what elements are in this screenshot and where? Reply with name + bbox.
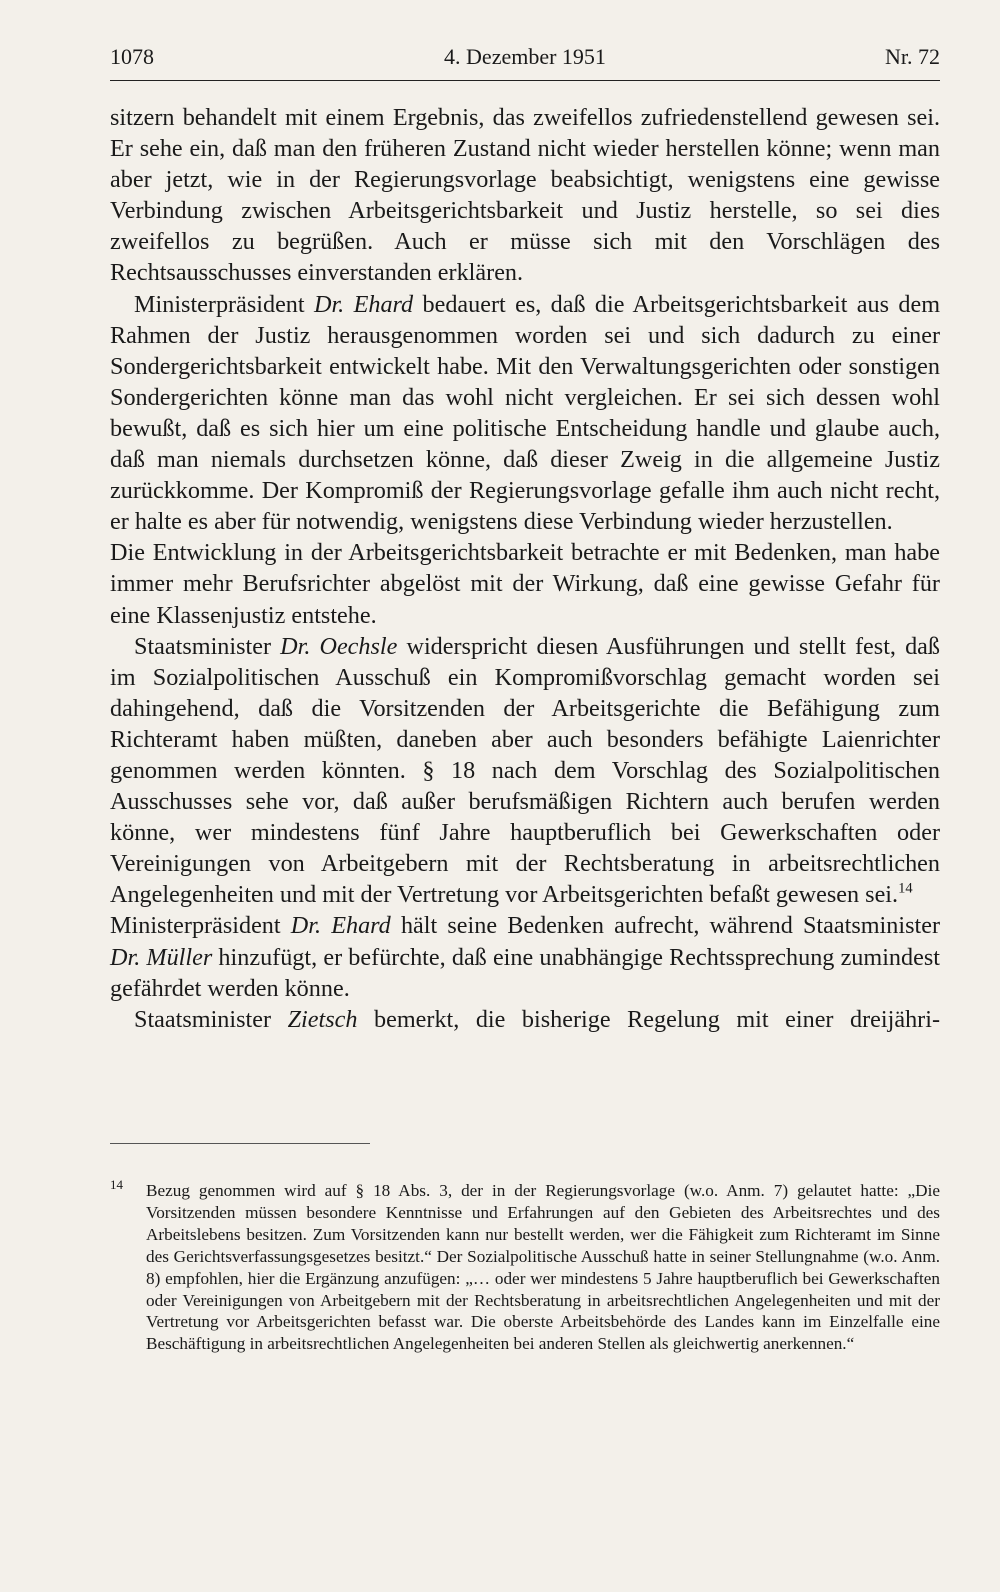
- speaker-name: Zietsch: [287, 1005, 358, 1033]
- paragraph: [110, 102, 940, 289]
- speaker-name: Dr. Oechsle: [280, 632, 398, 660]
- header-date: 4. Dezember 1951: [444, 44, 606, 69]
- paragraph-text: Staatsminister: [134, 632, 281, 660]
- paragraph-text: hält seine Bedenken aufrecht, während Staatsminister: [390, 912, 941, 940]
- speaker-name: Dr. Ehard: [290, 912, 391, 940]
- footnote-reference: 14: [898, 880, 913, 897]
- paragraph-text: widerspricht diesen Ausführungen und stellt fest, daß im Sozialpolitischen Ausschuß ein Kompromißvorschlag gemacht worden sei dahingehend, daß die Vorsitzenden der Arbeitsgerichte die Befähigung zum Richteramt haben müßten, daneben aber auch besonders befähigte Laienrichter genommen werden könnten. § 18 nach dem Vorschlag des Sozialpolitischen Ausschusses sehe vor, daß außer berufsmäßigen Richtern auch berufen werden könne, wer mindestens fünf Jahre hauptberuflich bei Gewerkschaften oder Vereinigungen von Arbeitgebern mit der Rechtsberatung in arbeitsrechtlichen Angelegenheiten und mit der Vertretung vor Arbeitsgerichten befaßt gewesen sei.: [110, 632, 940, 909]
- page-number: 1078: [110, 44, 154, 69]
- paragraph-text: hinzufügt, er befürchte, daß eine unabhängige Rechtssprechung zumindest gefährdet werden könne.: [110, 943, 940, 1002]
- footnote-marker: 14: [110, 1177, 123, 1192]
- paragraph-text: sitzern behandelt mit einem Ergebnis, das zweifellos zufriedenstellend gewesen sei. Er sehe ein, daß man den früheren Zustand nicht wieder herstellen könne; wenn man aber jetzt, wie in der Regierungsvorlage beabsichtigt, wenigstens eine gewisse Verbindung zwischen Arbeitsgerichtsbarkeit und Justiz herstelle, so sei dies zweifellos zu begrüßen. Auch er müsse sich mit den Vorschlägen des Rechtsausschusses einverstanden erklären.: [110, 104, 940, 287]
- running-header: [110, 44, 940, 74]
- paragraph-text: Ministerpräsident: [110, 912, 291, 940]
- paragraph: [110, 910, 940, 1003]
- paragraph-text: bedauert es, daß die Arbeitsgerichtsbarkeit aus dem Rahmen der Justiz herausgenommen worden sei und sich dadurch zu einer Sondergerichtsbarkeit entwickelt habe. Mit den Verwaltungsgerichten oder sonstigen Sondergerichten könne man das wohl nicht vergleichen. Er sei sich dessen wohl bewußt, daß es sich hier um eine politische Entscheidung handle und glaube auch, daß man niemals durchsetzen könne, daß dieser Zweig in die allgemeine Justiz zurückkomme. Der Kompromiß der Regierungsvorlage gefalle ihm auch nicht recht, er halte es aber für notwendig, wenigstens diese Verbindung wieder herzustellen.: [110, 290, 941, 536]
- footnote: [110, 1177, 940, 1355]
- paragraph: [110, 1004, 940, 1035]
- paragraph: [110, 537, 940, 630]
- footnote-text: Bezug genommen wird auf § 18 Abs. 3, der in der Regierungsvorlage (w.o. Anm. 7) gelautet hatte: „Die Vorsitzenden müssen besondere Kenntnisse und Erfahrungen auf den Gebieten des Arbeitsrechtes und des Arbeitslebens besitzen. Zum Vorsitzenden kann nur bestellt werden, wer die Fähigkeit zum Richteramt im Sinne des Gerichtsverfassungsgesetzes besitzt.“ Der Sozialpolitische Ausschuß hatte in seiner Stellungnahme (w.o. Anm. 8) empfohlen, hier die Ergänzung anzufügen: „… oder wer mindestens 5 Jahre hauptberuflich bei Gewerkschaften oder Vereinigungen von Arbeitgebern mit der Rechtsberatung in arbeitsrechtlichen Angelegenheiten und mit der Vertretung vor Arbeitsgerichten befasst war. Die oberste Arbeitsbehörde des Landes kann im Einzelfalle eine Beschäftigung in arbeitsrechtlichen Angelegenheiten bei anderen Stellen als gleichwertig anerkennen.“: [146, 1181, 940, 1354]
- paragraph: [110, 631, 940, 911]
- speaker-name: Dr. Müller: [110, 943, 213, 971]
- paragraph-text: bemerkt, die bisherige Regelung mit einer dreijähri-: [357, 1005, 941, 1033]
- paragraph-text: Ministerpräsident: [134, 290, 314, 318]
- speaker-name: Dr. Ehard: [313, 290, 414, 318]
- issue-number: Nr. 72: [885, 44, 940, 69]
- paragraph: [110, 289, 940, 538]
- header-rule: [110, 80, 940, 81]
- footnote-rule: [110, 1143, 370, 1144]
- body-text: [110, 102, 940, 1035]
- paragraph-text: Die Entwicklung in der Arbeitsgerichtsbarkeit betrachte er mit Bedenken, man habe immer mehr Berufsrichter abgelöst mit der Wirkung, daß eine gewisse Gefahr für eine Klassenjustiz entstehe.: [110, 539, 940, 629]
- paragraph-text: Staatsminister: [134, 1005, 288, 1033]
